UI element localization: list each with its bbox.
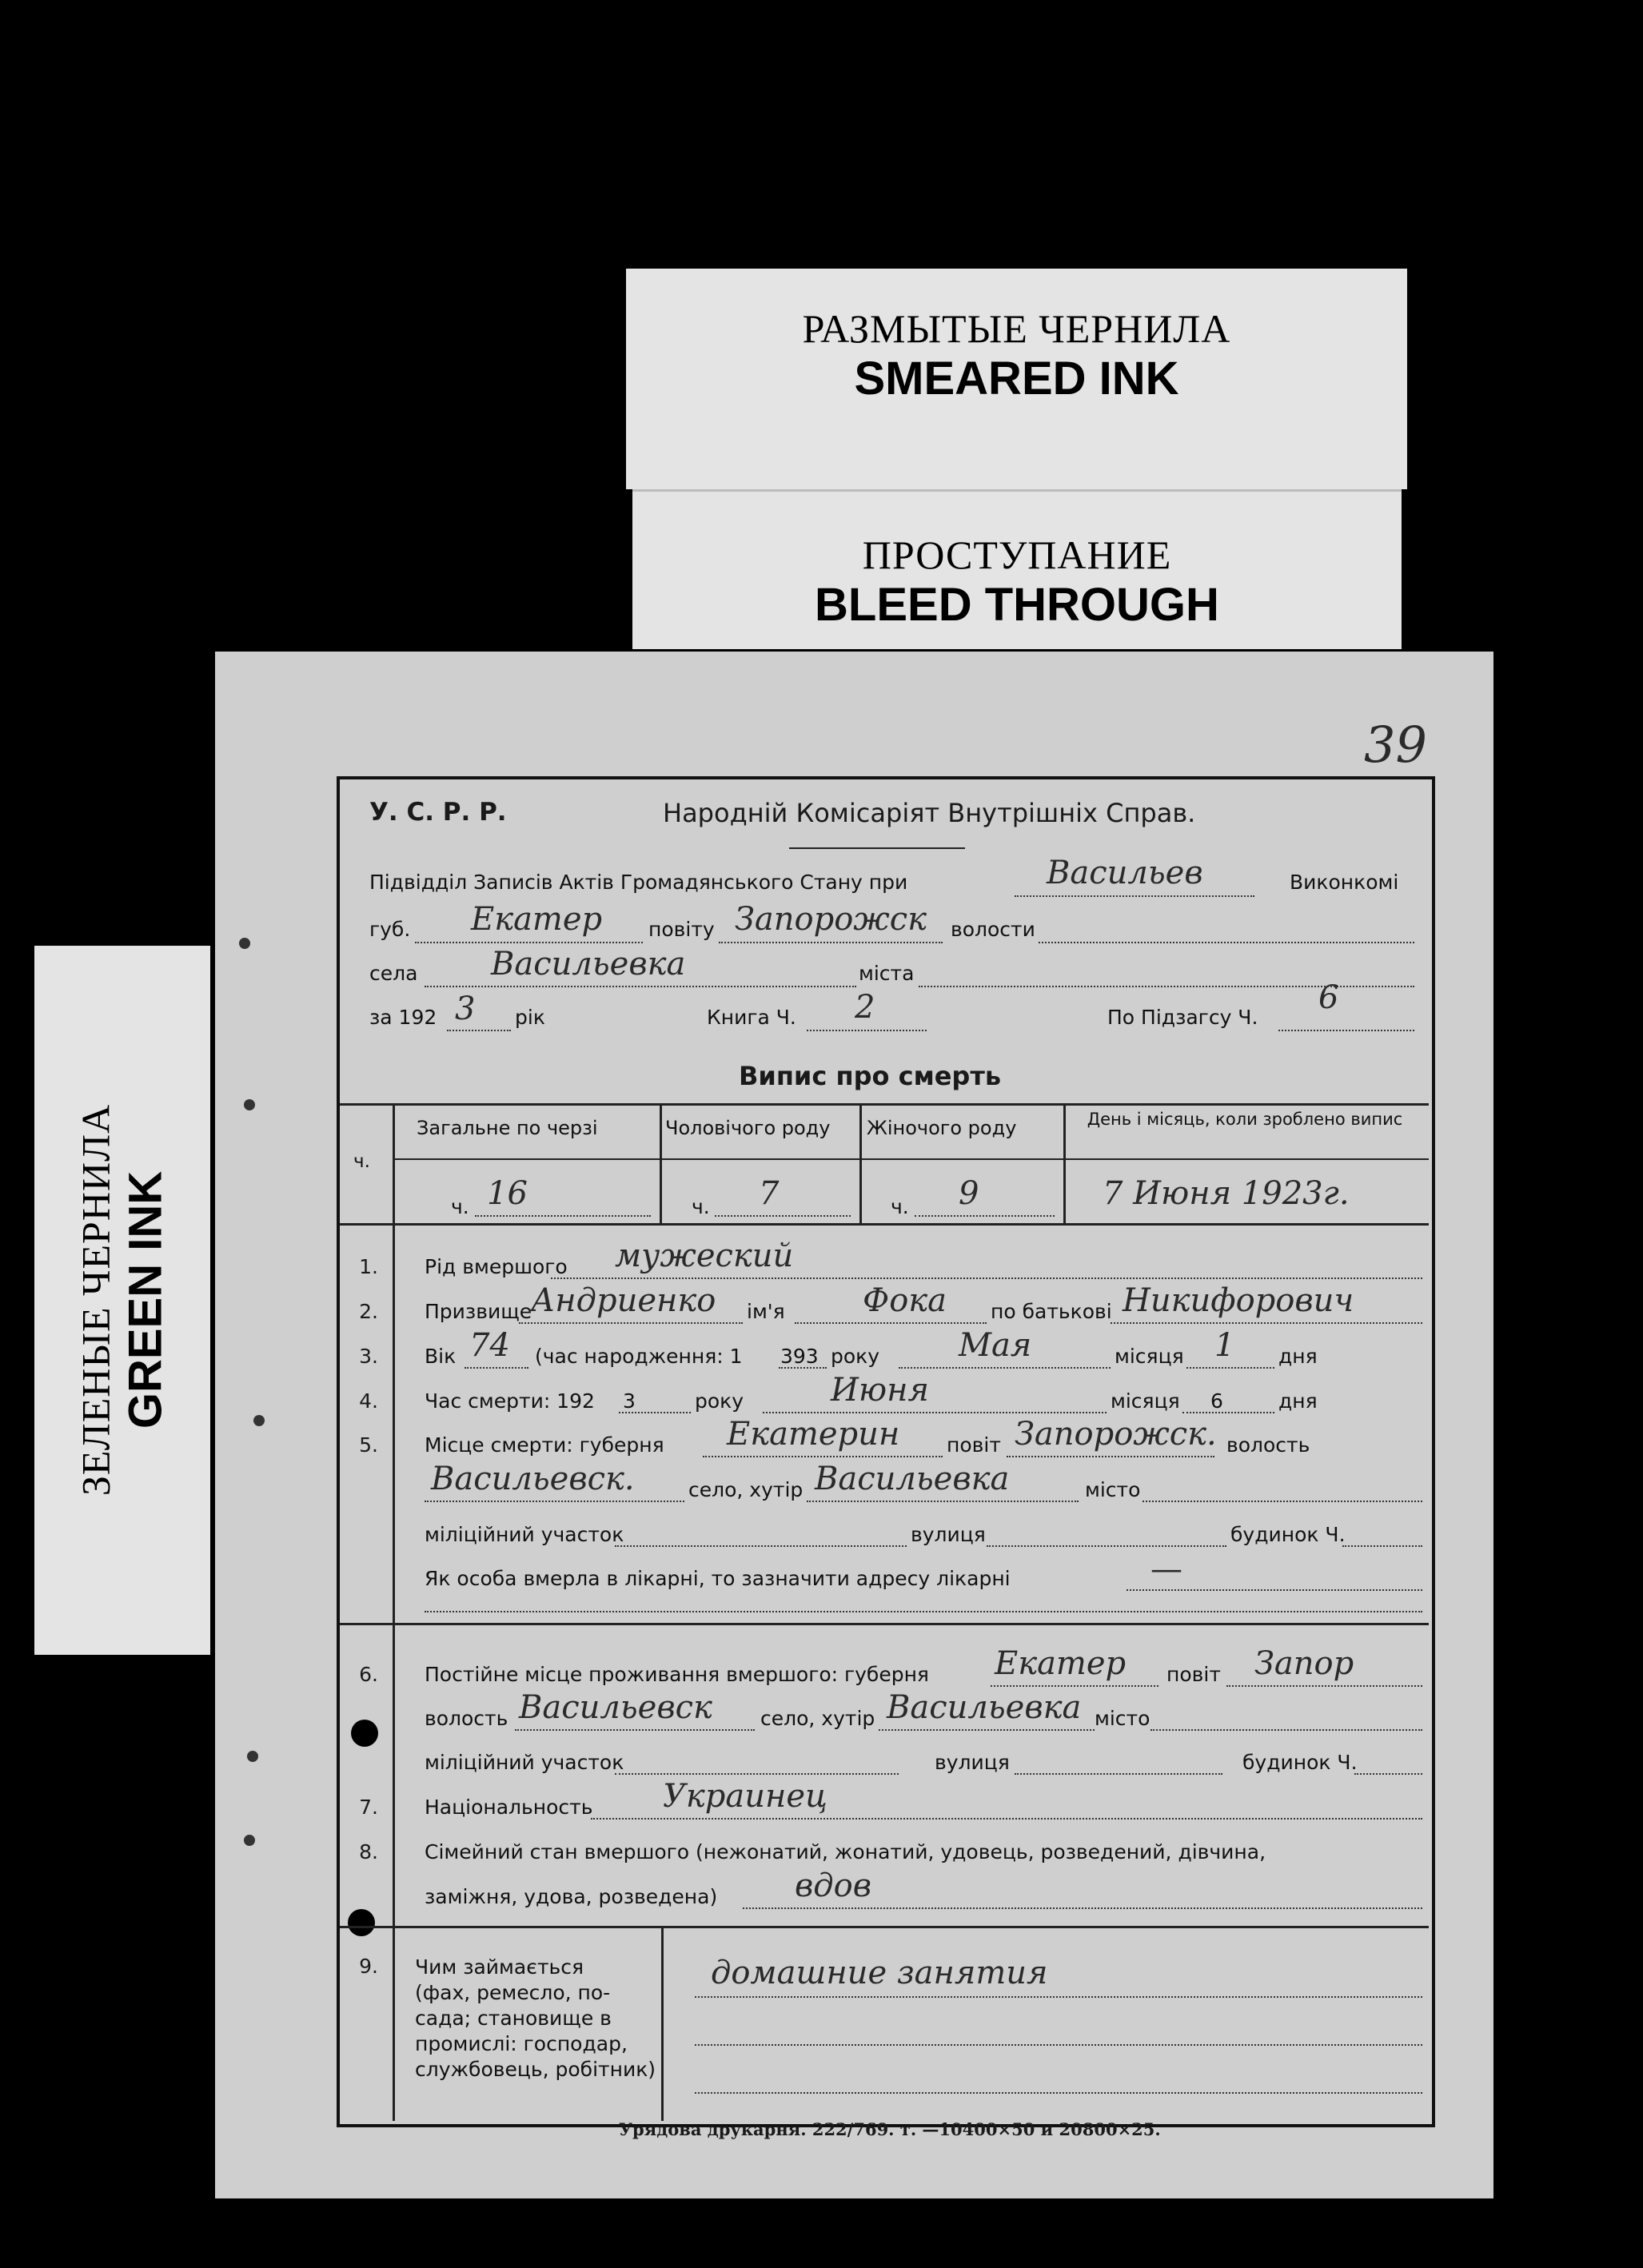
female-value: 9: [959, 1175, 979, 1212]
table-bottom-border: [340, 1223, 1429, 1226]
volosti-line: [1039, 942, 1414, 943]
binding-hole: [253, 1415, 265, 1426]
nationality-label: Національность: [425, 1796, 593, 1819]
death-povit-value: Запорожск.: [1015, 1416, 1217, 1453]
name-line: [795, 1322, 987, 1324]
death-month-label: місяця: [1111, 1389, 1180, 1413]
death-misto-line: [1143, 1501, 1422, 1502]
section-divider: [340, 1926, 1429, 1928]
birth-month-line: [899, 1367, 1111, 1369]
title-underline: [789, 847, 965, 849]
death-misto-label: місто: [1085, 1478, 1141, 1501]
death-street-label: вулиця: [911, 1523, 986, 1546]
death-volost-line: [425, 1501, 684, 1502]
female-prefix: ч.: [891, 1195, 909, 1218]
residence-street-label: вулиця: [935, 1751, 1010, 1774]
smeared-ink-tag: [626, 269, 1407, 489]
patronymic-line: [1111, 1322, 1422, 1324]
row-number: 3.: [359, 1345, 378, 1368]
name-value: Фока: [863, 1282, 947, 1319]
residence-house-label: будинок Ч.: [1242, 1751, 1358, 1774]
death-house-label: будинок Ч.: [1230, 1523, 1346, 1546]
subdivision-label: Підвідділ Записів Актів Громадянського Стану при: [369, 871, 908, 894]
patronymic-label: по батькові: [991, 1300, 1112, 1323]
year-line: [447, 1030, 511, 1031]
male-prefix: ч.: [692, 1195, 710, 1218]
birth-value: 393: [780, 1345, 819, 1368]
subdivision-line: [1015, 895, 1254, 897]
nationality-line: [591, 1818, 1422, 1820]
deceased-sex-value: мужеский: [615, 1238, 794, 1274]
row-number: 2.: [359, 1300, 378, 1323]
tag-en-label: GREEN INK: [119, 1170, 172, 1429]
patronymic-value: Никифорович: [1123, 1282, 1354, 1319]
hospital-value: —: [1150, 1551, 1182, 1588]
residence-misto-line: [1150, 1729, 1422, 1731]
state-label: У. С. Р. Р.: [369, 798, 507, 827]
occupation-label-line: (фах, ремесло, по-: [415, 1981, 611, 2004]
occupation-line: [695, 2044, 1422, 2046]
marital-status-value: вдов: [795, 1867, 871, 1904]
residence-volost-value: Васильевск: [519, 1689, 712, 1726]
death-year-value: 3: [623, 1389, 636, 1413]
birth-day-value: 1: [1214, 1327, 1235, 1364]
deceased-sex-label: Рід вмершого: [425, 1255, 568, 1278]
subdivision-value: Васильев: [1047, 855, 1203, 891]
row-number: 8.: [359, 1840, 378, 1863]
deceased-sex-line: [551, 1277, 1422, 1279]
residence-povit-value: Запор: [1254, 1645, 1354, 1682]
subsection-line: [1278, 1030, 1414, 1031]
death-povit-line: [1007, 1456, 1214, 1457]
book-value: 2: [855, 989, 875, 1026]
subsection-value: 6: [1318, 979, 1339, 1016]
residence-povit-label: повіт: [1166, 1663, 1221, 1686]
death-povit-label: повіт: [947, 1433, 1001, 1457]
death-volost-value: Васильевск.: [431, 1461, 635, 1497]
residence-gub-line: [991, 1685, 1158, 1687]
surname-label: Призвище: [425, 1300, 532, 1323]
residence-street-line: [1015, 1773, 1222, 1775]
col-general-label: Загальне по черзі: [417, 1117, 598, 1139]
gub-value: Екатер: [471, 901, 603, 938]
sela-line: [425, 986, 856, 987]
general-line: [475, 1215, 651, 1217]
occupation-label: [415, 1955, 656, 2083]
table-col-border: [859, 1103, 862, 1223]
table-col-border: [393, 1103, 395, 1223]
col-ch-label: ч.: [353, 1151, 370, 1172]
year-value: 3: [455, 991, 476, 1027]
row-number: 4.: [359, 1389, 378, 1413]
residence-povit-line: [1226, 1685, 1422, 1687]
female-line: [915, 1215, 1055, 1217]
section-divider: [340, 1623, 1429, 1625]
col-male-label: Чоловічого роду: [665, 1117, 831, 1139]
occupation-label-line: сада; становище в: [415, 2007, 612, 2030]
green-ink-tag: [34, 946, 210, 1655]
birth-year-label: року: [831, 1345, 880, 1368]
residence-volost-label: волость: [425, 1707, 508, 1730]
name-label: ім'я: [747, 1300, 785, 1323]
executive-committee-label: Виконкомі: [1290, 871, 1399, 894]
marital-status-label-2: заміжня, удова, розведена): [425, 1885, 718, 1908]
povitu-value: Запорожск: [735, 901, 927, 938]
book-label: Книга Ч.: [707, 1006, 796, 1029]
tag-ru-label: ЗЕЛЕНЫЕ ЧЕРНИЛА: [73, 1103, 118, 1497]
book-line: [807, 1030, 927, 1031]
document-title: Випис про смерть: [739, 1061, 1002, 1091]
subsection-label: По Підзагсу Ч.: [1107, 1006, 1258, 1029]
death-day-line: [1182, 1412, 1274, 1413]
occupation-label-line: Чим займається: [415, 1955, 584, 1979]
sela-value: Васильевка: [491, 946, 686, 983]
death-street-line: [987, 1545, 1226, 1547]
row-number: 9.: [359, 1955, 378, 1978]
surname-value: Андриенко: [531, 1282, 716, 1319]
death-selo-label: село, хутір: [688, 1478, 804, 1501]
table-col-border: [1063, 1103, 1066, 1223]
row-number: 1.: [359, 1255, 378, 1278]
residence-selo-label: село, хутір: [760, 1707, 875, 1730]
povitu-line: [719, 942, 943, 943]
col-date-label: День і місяць, коли зроблено випис: [1087, 1110, 1403, 1129]
death-month-line: [763, 1412, 1107, 1413]
birth-month-label: місяця: [1115, 1345, 1184, 1368]
residence-militia-line: [615, 1773, 899, 1775]
residence-volost-line: [515, 1729, 755, 1731]
binding-hole: [244, 1835, 255, 1846]
col-female-label: Жіночого роду: [867, 1117, 1017, 1139]
death-month-value: Июня: [831, 1372, 929, 1409]
page-number: 39: [1364, 715, 1427, 774]
death-selo-line: [807, 1501, 1079, 1502]
death-time-label: Час смерти: 192: [425, 1389, 595, 1413]
death-gub-line: [703, 1456, 943, 1457]
gub-line: [415, 942, 643, 943]
year-label: за 192: [369, 1006, 437, 1029]
residence-house-line: [1354, 1773, 1422, 1775]
volosti-label: волости: [951, 918, 1035, 941]
death-militia-label: міліційний участок: [425, 1523, 624, 1546]
hospital-line-2: [425, 1611, 1422, 1612]
table-top-border: [340, 1103, 1429, 1106]
hospital-label: Як особа вмерла в лікарні, то зазначити адресу лікарні: [425, 1567, 1011, 1590]
tag-ru-label: РАЗМЫТЫЕ ЧЕРНИЛА: [802, 306, 1231, 351]
table-header-divider: [393, 1158, 1429, 1160]
occupation-label-line: службовець, робітник): [415, 2058, 656, 2081]
death-year-label: року: [695, 1389, 744, 1413]
marital-status-line: [743, 1907, 1422, 1909]
death-day-value: 6: [1210, 1389, 1223, 1413]
occupation-value: домашние занятия: [711, 1955, 1048, 1991]
table-col-border: [660, 1103, 662, 1223]
number-column-border: [393, 1223, 395, 2121]
green-ink-vertical-text: [73, 946, 173, 1655]
death-militia-line: [615, 1545, 907, 1547]
sela-label: села: [369, 962, 418, 985]
binding-hole: [244, 1099, 255, 1110]
residence-gub-value: Екатер: [995, 1645, 1127, 1682]
birth-month-value: Мая: [959, 1327, 1032, 1364]
occupation-col-border: [661, 1926, 664, 2121]
residence-militia-label: міліційний участок: [425, 1751, 624, 1774]
birth-day-label: дня: [1278, 1345, 1318, 1368]
rik-label: рік: [515, 1006, 545, 1029]
male-line: [715, 1215, 851, 1217]
death-selo-value: Васильевка: [815, 1461, 1010, 1497]
mista-label: міста: [859, 962, 915, 985]
binding-hole: [247, 1751, 258, 1762]
general-value: 16: [487, 1175, 528, 1212]
tag-ru-label: ПРОСТУПАНИЕ: [862, 532, 1172, 577]
death-day-label: дня: [1278, 1389, 1318, 1413]
povitu-label: повіту: [648, 918, 715, 941]
death-volost-label: волость: [1226, 1433, 1310, 1457]
commissariat-title: Народній Комісаріят Внутрішніх Справ.: [663, 798, 1196, 828]
date-value: 7 Июня 1923г.: [1103, 1175, 1350, 1212]
bleed-through-tag: [632, 489, 1402, 649]
birth-day-line: [1186, 1367, 1274, 1369]
age-value: 74: [469, 1327, 510, 1364]
death-place-label: Місце смерти: губерня: [425, 1433, 664, 1457]
age-line: [465, 1367, 528, 1369]
residence-misto-label: місто: [1095, 1707, 1150, 1730]
birth-label: (час народження: 1: [535, 1345, 743, 1368]
male-value: 7: [759, 1175, 780, 1212]
age-label: Вік: [425, 1345, 457, 1368]
hospital-line: [1127, 1589, 1422, 1591]
death-house-line: [1342, 1545, 1422, 1547]
row-number: 6.: [359, 1663, 378, 1686]
marital-status-label: Сімейний стан вмершого (нежонатий, жонатий, удовець, розведений, дівчина,: [425, 1840, 1266, 1863]
mista-line: [919, 986, 1414, 987]
residence-selo-value: Васильевка: [887, 1689, 1082, 1726]
residence-label: Постійне місце проживання вмершого: губерня: [425, 1663, 929, 1686]
tag-en-label: BLEED THROUGH: [815, 579, 1219, 631]
binding-hole: [239, 938, 250, 949]
death-gub-value: Екатерин: [727, 1416, 900, 1453]
tag-en-label: SMEARED INK: [854, 353, 1179, 405]
nationality-value: Украинец: [663, 1778, 827, 1815]
occupation-label-line: промислі: господар,: [415, 2032, 628, 2055]
surname-line: [519, 1322, 743, 1324]
general-prefix: ч.: [451, 1195, 469, 1218]
gub-label: губ.: [369, 918, 411, 941]
row-number: 5.: [359, 1433, 378, 1457]
row-number: 7.: [359, 1796, 378, 1819]
printer-footer: Урядова друкарня. 222/769. т. —10400×50 и 20800×25.: [619, 2119, 1161, 2139]
death-certificate-document: [215, 652, 1493, 2198]
residence-selo-line: [879, 1729, 1095, 1731]
occupation-line: [695, 2092, 1422, 2094]
occupation-line: [695, 1996, 1422, 1998]
